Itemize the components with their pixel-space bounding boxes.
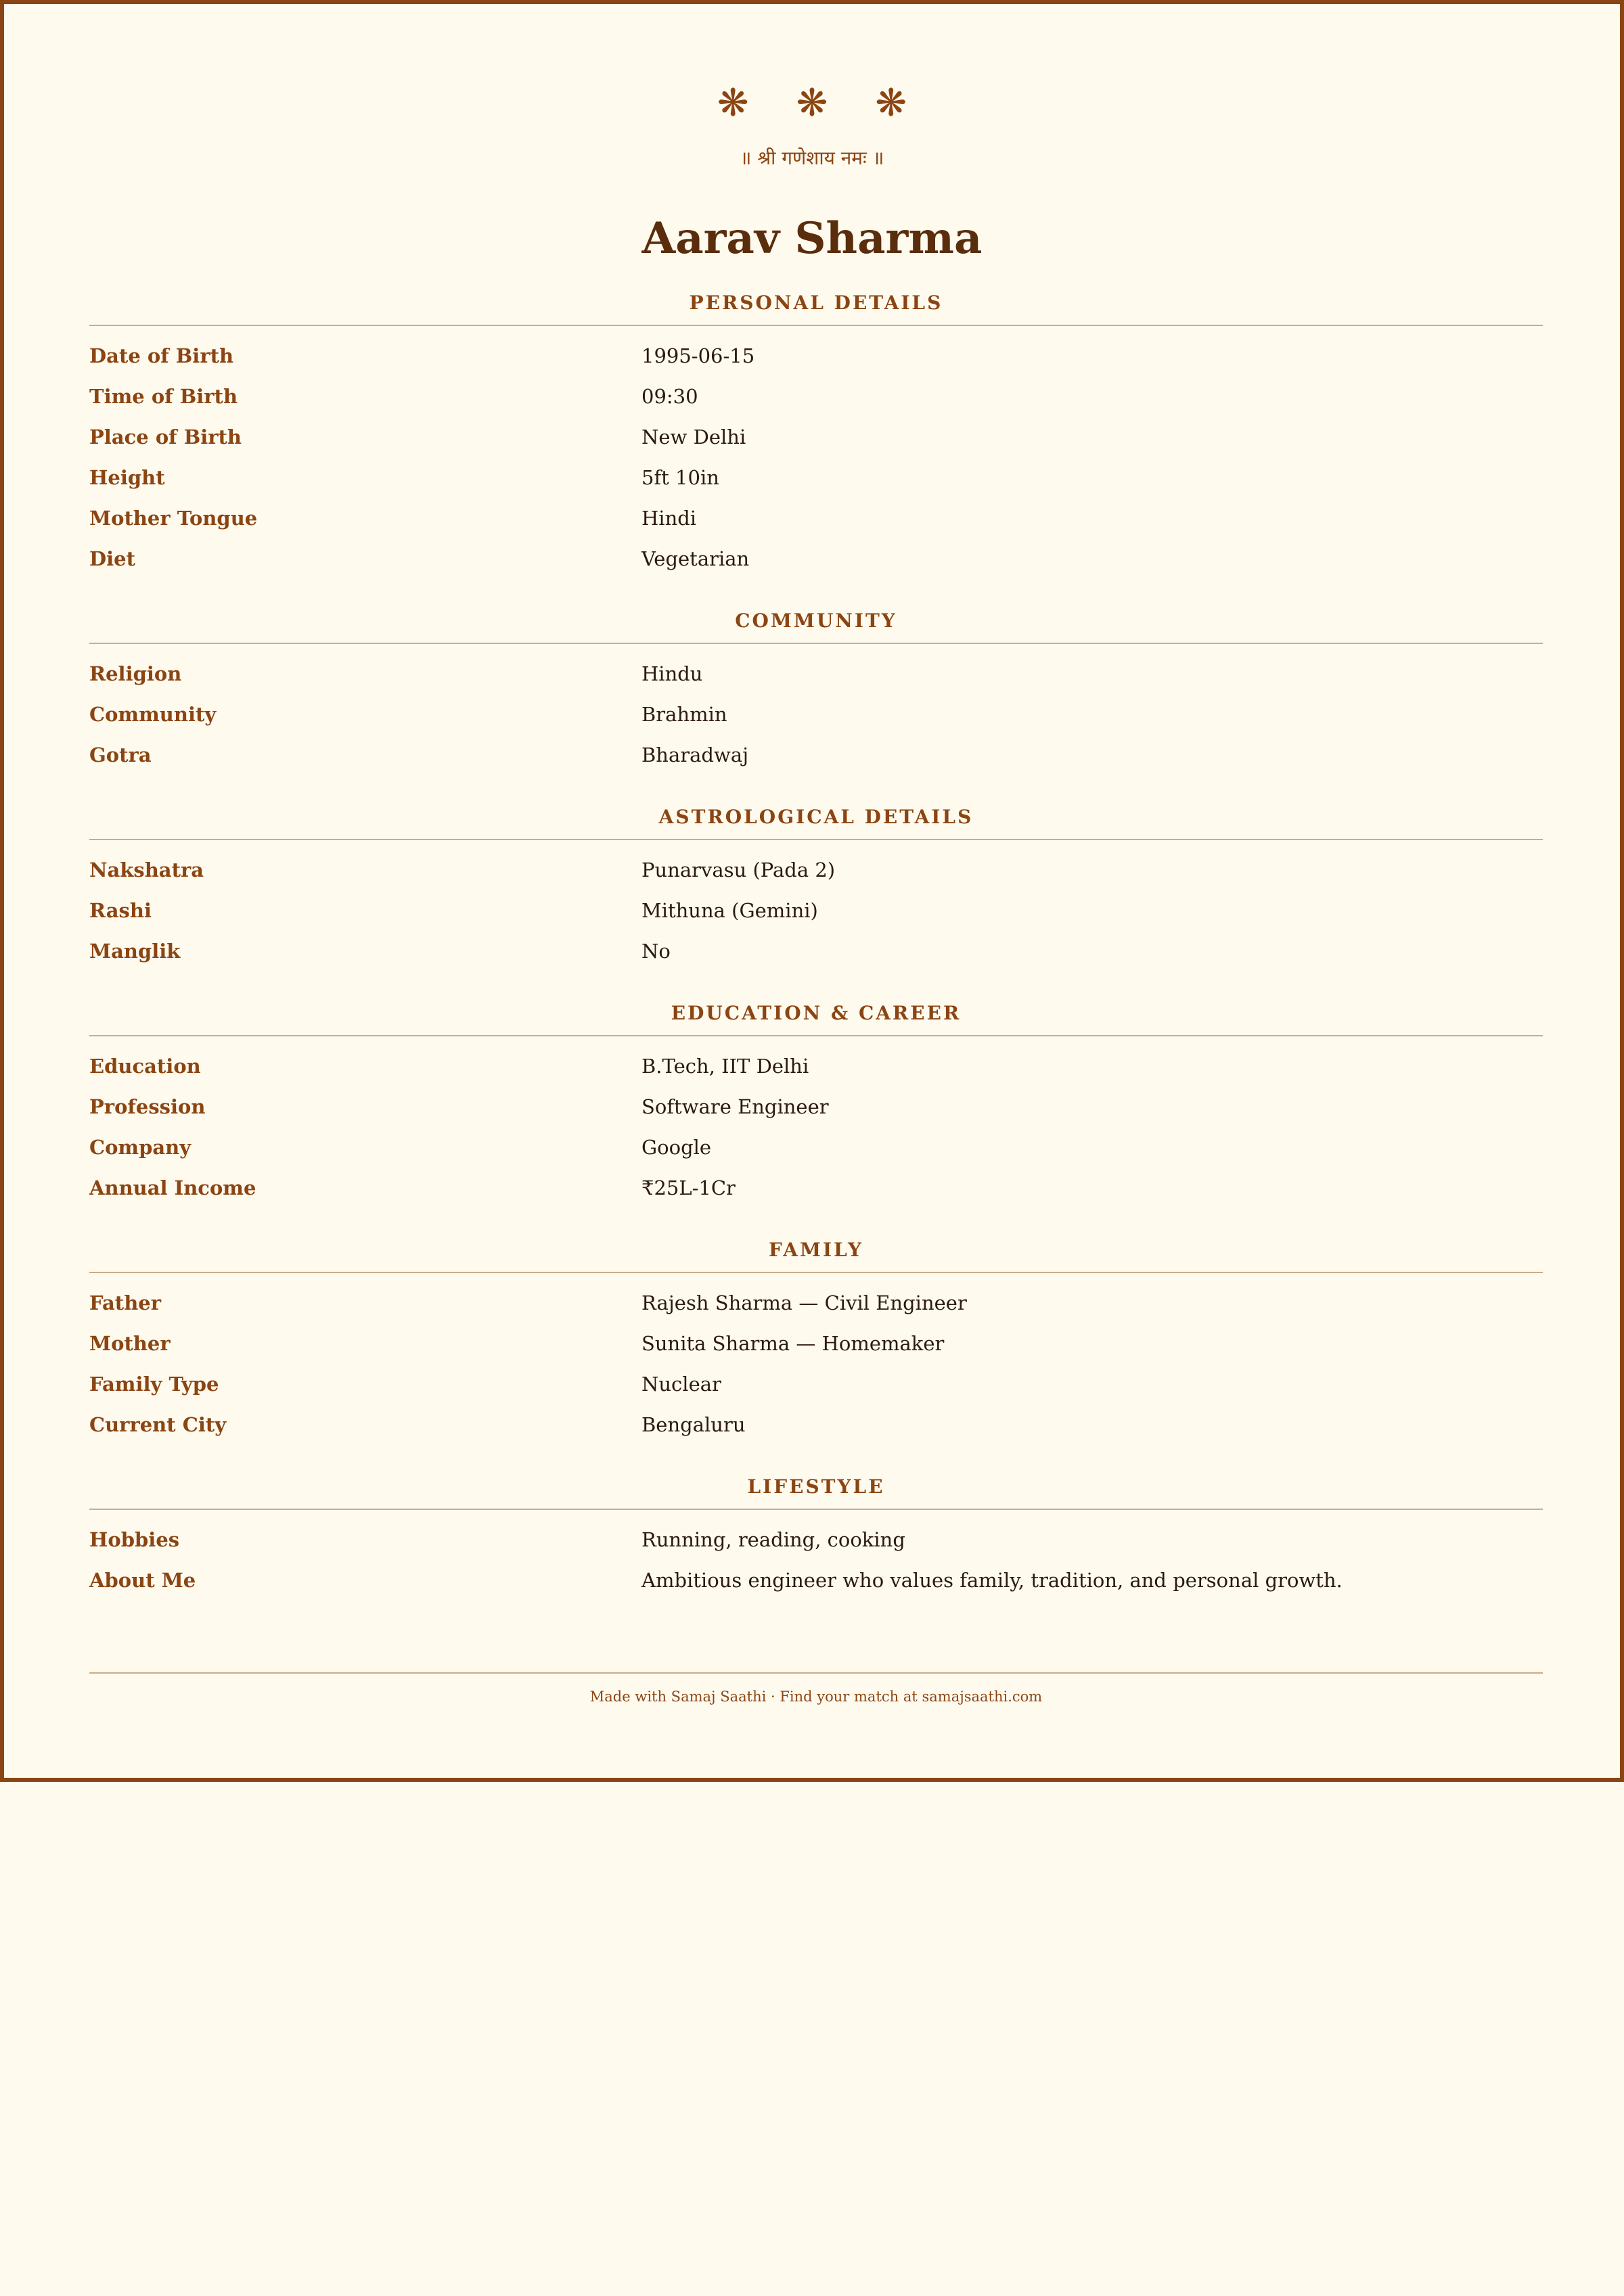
detail-row — [89, 1519, 1543, 1560]
detail-label: Religion — [89, 662, 182, 685]
detail-label: Time of Birth — [89, 385, 238, 408]
detail-row — [89, 457, 1543, 498]
flower-ornament-icon: ❋ — [717, 81, 749, 125]
detail-row — [89, 336, 1543, 376]
detail-value: Bharadwaj — [641, 743, 749, 766]
biodata-sections — [89, 288, 1543, 1628]
detail-value: Sunita Sharma — Homemaker — [641, 1332, 945, 1355]
detail-row — [89, 1168, 1543, 1208]
detail-label: Gotra — [89, 743, 152, 766]
detail-label: Rashi — [89, 899, 152, 922]
detail-row — [89, 1086, 1543, 1127]
section-education-career — [89, 998, 1543, 1208]
detail-value: Google — [641, 1136, 712, 1159]
detail-value: 09:30 — [641, 385, 698, 408]
detail-row — [89, 1046, 1543, 1086]
detail-label: Place of Birth — [89, 426, 242, 449]
detail-value: Vegetarian — [641, 547, 750, 570]
detail-value: Ambitious engineer who values family, tradition, and personal growth. — [641, 1569, 1343, 1592]
detail-row — [89, 498, 1543, 538]
detail-value: ₹25L-1Cr — [641, 1176, 736, 1199]
detail-label: Mother Tongue — [89, 507, 258, 530]
detail-label: Nakshatra — [89, 858, 204, 881]
section-title: FAMILY — [89, 1235, 1543, 1273]
footer: Made with Samaj Saathi · Find your match at samajsaathi.com — [89, 1672, 1543, 1705]
detail-row — [89, 1283, 1543, 1323]
section-personal-details — [89, 288, 1543, 579]
detail-row — [89, 1127, 1543, 1168]
detail-row — [89, 1404, 1543, 1445]
section-lifestyle — [89, 1472, 1543, 1601]
detail-label: Education — [89, 1055, 201, 1078]
section-community — [89, 606, 1543, 775]
detail-row — [89, 890, 1543, 931]
section-title: PERSONAL DETAILS — [89, 288, 1543, 326]
detail-label: Father — [89, 1291, 162, 1314]
detail-row — [89, 694, 1543, 735]
detail-value: New Delhi — [641, 426, 746, 449]
detail-label: Hobbies — [89, 1528, 180, 1551]
detail-value: Software Engineer — [641, 1095, 829, 1118]
detail-row — [89, 1364, 1543, 1404]
detail-row — [89, 931, 1543, 971]
detail-row — [89, 850, 1543, 890]
detail-label: Diet — [89, 547, 136, 570]
detail-label: Annual Income — [89, 1176, 256, 1199]
detail-row — [89, 417, 1543, 457]
detail-label: Profession — [89, 1095, 206, 1118]
detail-value: Rajesh Sharma — Civil Engineer — [641, 1291, 967, 1314]
detail-value: Bengaluru — [641, 1413, 746, 1436]
detail-value: Running, reading, cooking — [641, 1528, 905, 1551]
detail-row — [89, 735, 1543, 775]
detail-label: Current City — [89, 1413, 227, 1436]
detail-label: About Me — [89, 1569, 196, 1592]
detail-value: Punarvasu (Pada 2) — [641, 858, 836, 881]
section-title: EDUCATION & CAREER — [89, 998, 1543, 1036]
invocation-text: ॥ श्री गणेशाय नमः ॥ — [740, 147, 884, 169]
detail-row — [89, 1560, 1543, 1601]
detail-label: Date of Birth — [89, 344, 234, 367]
profile-name: Aarav Sharma — [641, 213, 983, 264]
section-title: LIFESTYLE — [89, 1472, 1543, 1510]
flower-ornament-icon: ❋ — [796, 81, 828, 125]
detail-label: Height — [89, 466, 165, 489]
section-title: ASTROLOGICAL DETAILS — [89, 802, 1543, 840]
detail-row — [89, 653, 1543, 694]
detail-label: Family Type — [89, 1373, 219, 1396]
flower-ornament-icon: ❋ — [875, 81, 907, 125]
detail-label: Manglik — [89, 940, 181, 963]
section-family — [89, 1235, 1543, 1445]
detail-value: 1995-06-15 — [641, 344, 755, 367]
detail-value: Hindu — [641, 662, 703, 685]
detail-row — [89, 538, 1543, 579]
detail-label: Company — [89, 1136, 191, 1159]
detail-value: B.Tech, IIT Delhi — [641, 1055, 809, 1078]
detail-value: No — [641, 940, 671, 963]
detail-value: 5ft 10in — [641, 466, 719, 489]
detail-value: Mithuna (Gemini) — [641, 899, 818, 922]
detail-value: Hindi — [641, 507, 697, 530]
section-astrological-details — [89, 802, 1543, 971]
detail-value: Brahmin — [641, 703, 727, 726]
detail-value: Nuclear — [641, 1373, 721, 1396]
detail-row — [89, 1323, 1543, 1364]
section-title: COMMUNITY — [89, 606, 1543, 644]
detail-label: Mother — [89, 1332, 171, 1355]
detail-label: Community — [89, 703, 217, 726]
detail-row — [89, 376, 1543, 417]
ornament-row — [4, 80, 1620, 127]
